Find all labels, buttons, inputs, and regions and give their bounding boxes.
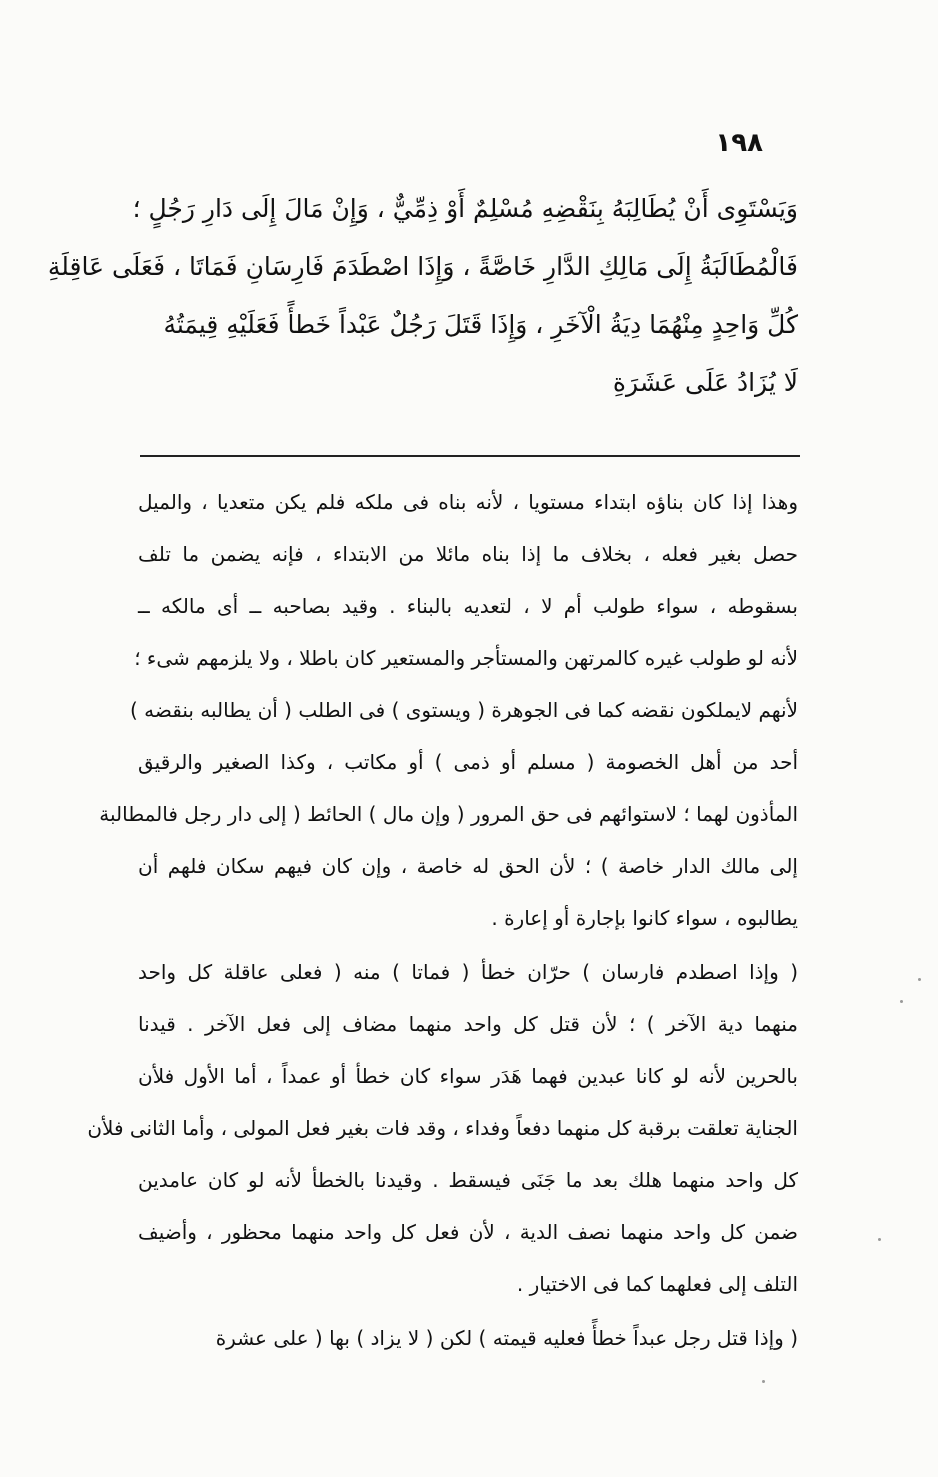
commentary-line: لأنهم لايملكون نقضه كما فى الجوهرة ( ويستوى ) فى الطلب ( أن يطالبه بنقضه ) bbox=[130, 698, 798, 722]
commentary-text bbox=[87, 476, 798, 1366]
separator-rule bbox=[140, 455, 800, 457]
commentary-line: ضمن كل واحد منهما نصف الدية ، لأن فعل كل واحد منهما محظور ، وأضيف bbox=[138, 1220, 798, 1244]
main-text-line: فَالْمُطَالَبَةُ إِلَى مَالِكِ الدَّارِ خَاصَّةً ، وَإِذَا اصْطَدَمَ فَارِسَانِ فَمَاتَا ، فَعَلَى عَاقِلَةِ bbox=[47, 252, 798, 281]
commentary-line: ( وإذا قتل رجل عبداً خطأً فعليه قيمته ) لكن ( لا يزاد ) بها ( على عشرة bbox=[215, 1326, 798, 1350]
scan-speck bbox=[918, 978, 921, 981]
commentary-line: المأذون لهما ؛ لاستوائهم فى حق المرور ( وإن مال ) الحائط ( إلى دار رجل فالمطالبة bbox=[99, 802, 798, 826]
commentary-paragraph bbox=[138, 1312, 798, 1364]
commentary-line: يطالبوه ، سواء كانوا بإجارة أو إعارة . bbox=[491, 906, 798, 930]
commentary-line: ( وإذا اصطدم فارسان ) حرّان خطأ ( فماتا ) منه ( فعلى عاقلة كل واحد bbox=[138, 960, 798, 984]
scan-speck bbox=[900, 1000, 903, 1003]
commentary-paragraph bbox=[87, 946, 798, 1310]
commentary-line: منهما دية الآخر ) ؛ لأن قتل كل واحد منهما مضاف إلى فعل الآخر . قيدنا bbox=[138, 1012, 798, 1036]
commentary-line: الجناية تعلقت برقبة كل منهما دفعاً وفداء ، وقد فات بغير فعل المولى ، وأما الثانى فلأن bbox=[87, 1116, 798, 1140]
commentary-line: بالحرين لأنه لو كانا عبدين فهما هَدَر سواء كان خطأ أو عمداً ، أما الأول فلأن bbox=[138, 1064, 798, 1088]
commentary-line: كل واحد منهما هلك بعد ما جَنَى فيسقط . وقيدنا بالخطأ لأنه لو كان عامدين bbox=[138, 1168, 798, 1192]
page-number: ١٩٨ bbox=[715, 128, 763, 158]
commentary-line: حصل بغير فعله ، بخلاف ما إذا بناه مائلا من الابتداء ، فإنه يضمن ما تلف bbox=[138, 542, 798, 566]
commentary-line: وهذا إذا كان بناؤه ابتداء مستويا ، لأنه بناه فى ملكه فلم يكن متعديا ، والميل bbox=[138, 490, 798, 514]
commentary-line: بسقوطه ، سواء طولب أم لا ، لتعديه بالبناء . وقيد بصاحبه ــ أى مالكه ــ bbox=[138, 594, 798, 618]
scan-speck bbox=[762, 1380, 765, 1383]
main-text bbox=[47, 180, 798, 412]
commentary-paragraph bbox=[99, 476, 798, 944]
main-text-line: لَا يُزَادُ عَلَى عَشَرَةِ bbox=[612, 368, 798, 397]
main-text-line: وَيَسْتَوِى أَنْ يُطَالِبَهُ بِنَقْضِهِ مُسْلِمٌ أَوْ ذِمِّيٌّ ، وَإِنْ مَالَ إِلَى دَارِ رَجُلٍ ؛ bbox=[132, 194, 798, 223]
commentary-line: التلف إلى فعلهما كما فى الاختيار . bbox=[516, 1272, 798, 1296]
commentary-line: إلى مالك الدار خاصة ) ؛ لأن الحق له خاصة ، وإن كان فيهم سكان فلهم أن bbox=[138, 854, 798, 878]
main-text-line: كُلِّ وَاحِدٍ مِنْهُمَا دِيَةُ الْآخَرِ ، وَإِذَا قَتَلَ رَجُلٌ عَبْداً خَطأً فَعَلَيْهِ قِيمَتُهُ bbox=[163, 310, 798, 339]
commentary-line: أحد من أهل الخصومة ( مسلم أو ذمى ) أو مكاتب ، وكذا الصغير والرقيق bbox=[138, 750, 798, 774]
scan-speck bbox=[878, 1238, 881, 1241]
commentary-line: لأنه لو طولب غيره كالمرتهن والمستأجر والمستعير كان باطلا ، ولا يلزمهم شىء ؛ bbox=[134, 646, 798, 670]
